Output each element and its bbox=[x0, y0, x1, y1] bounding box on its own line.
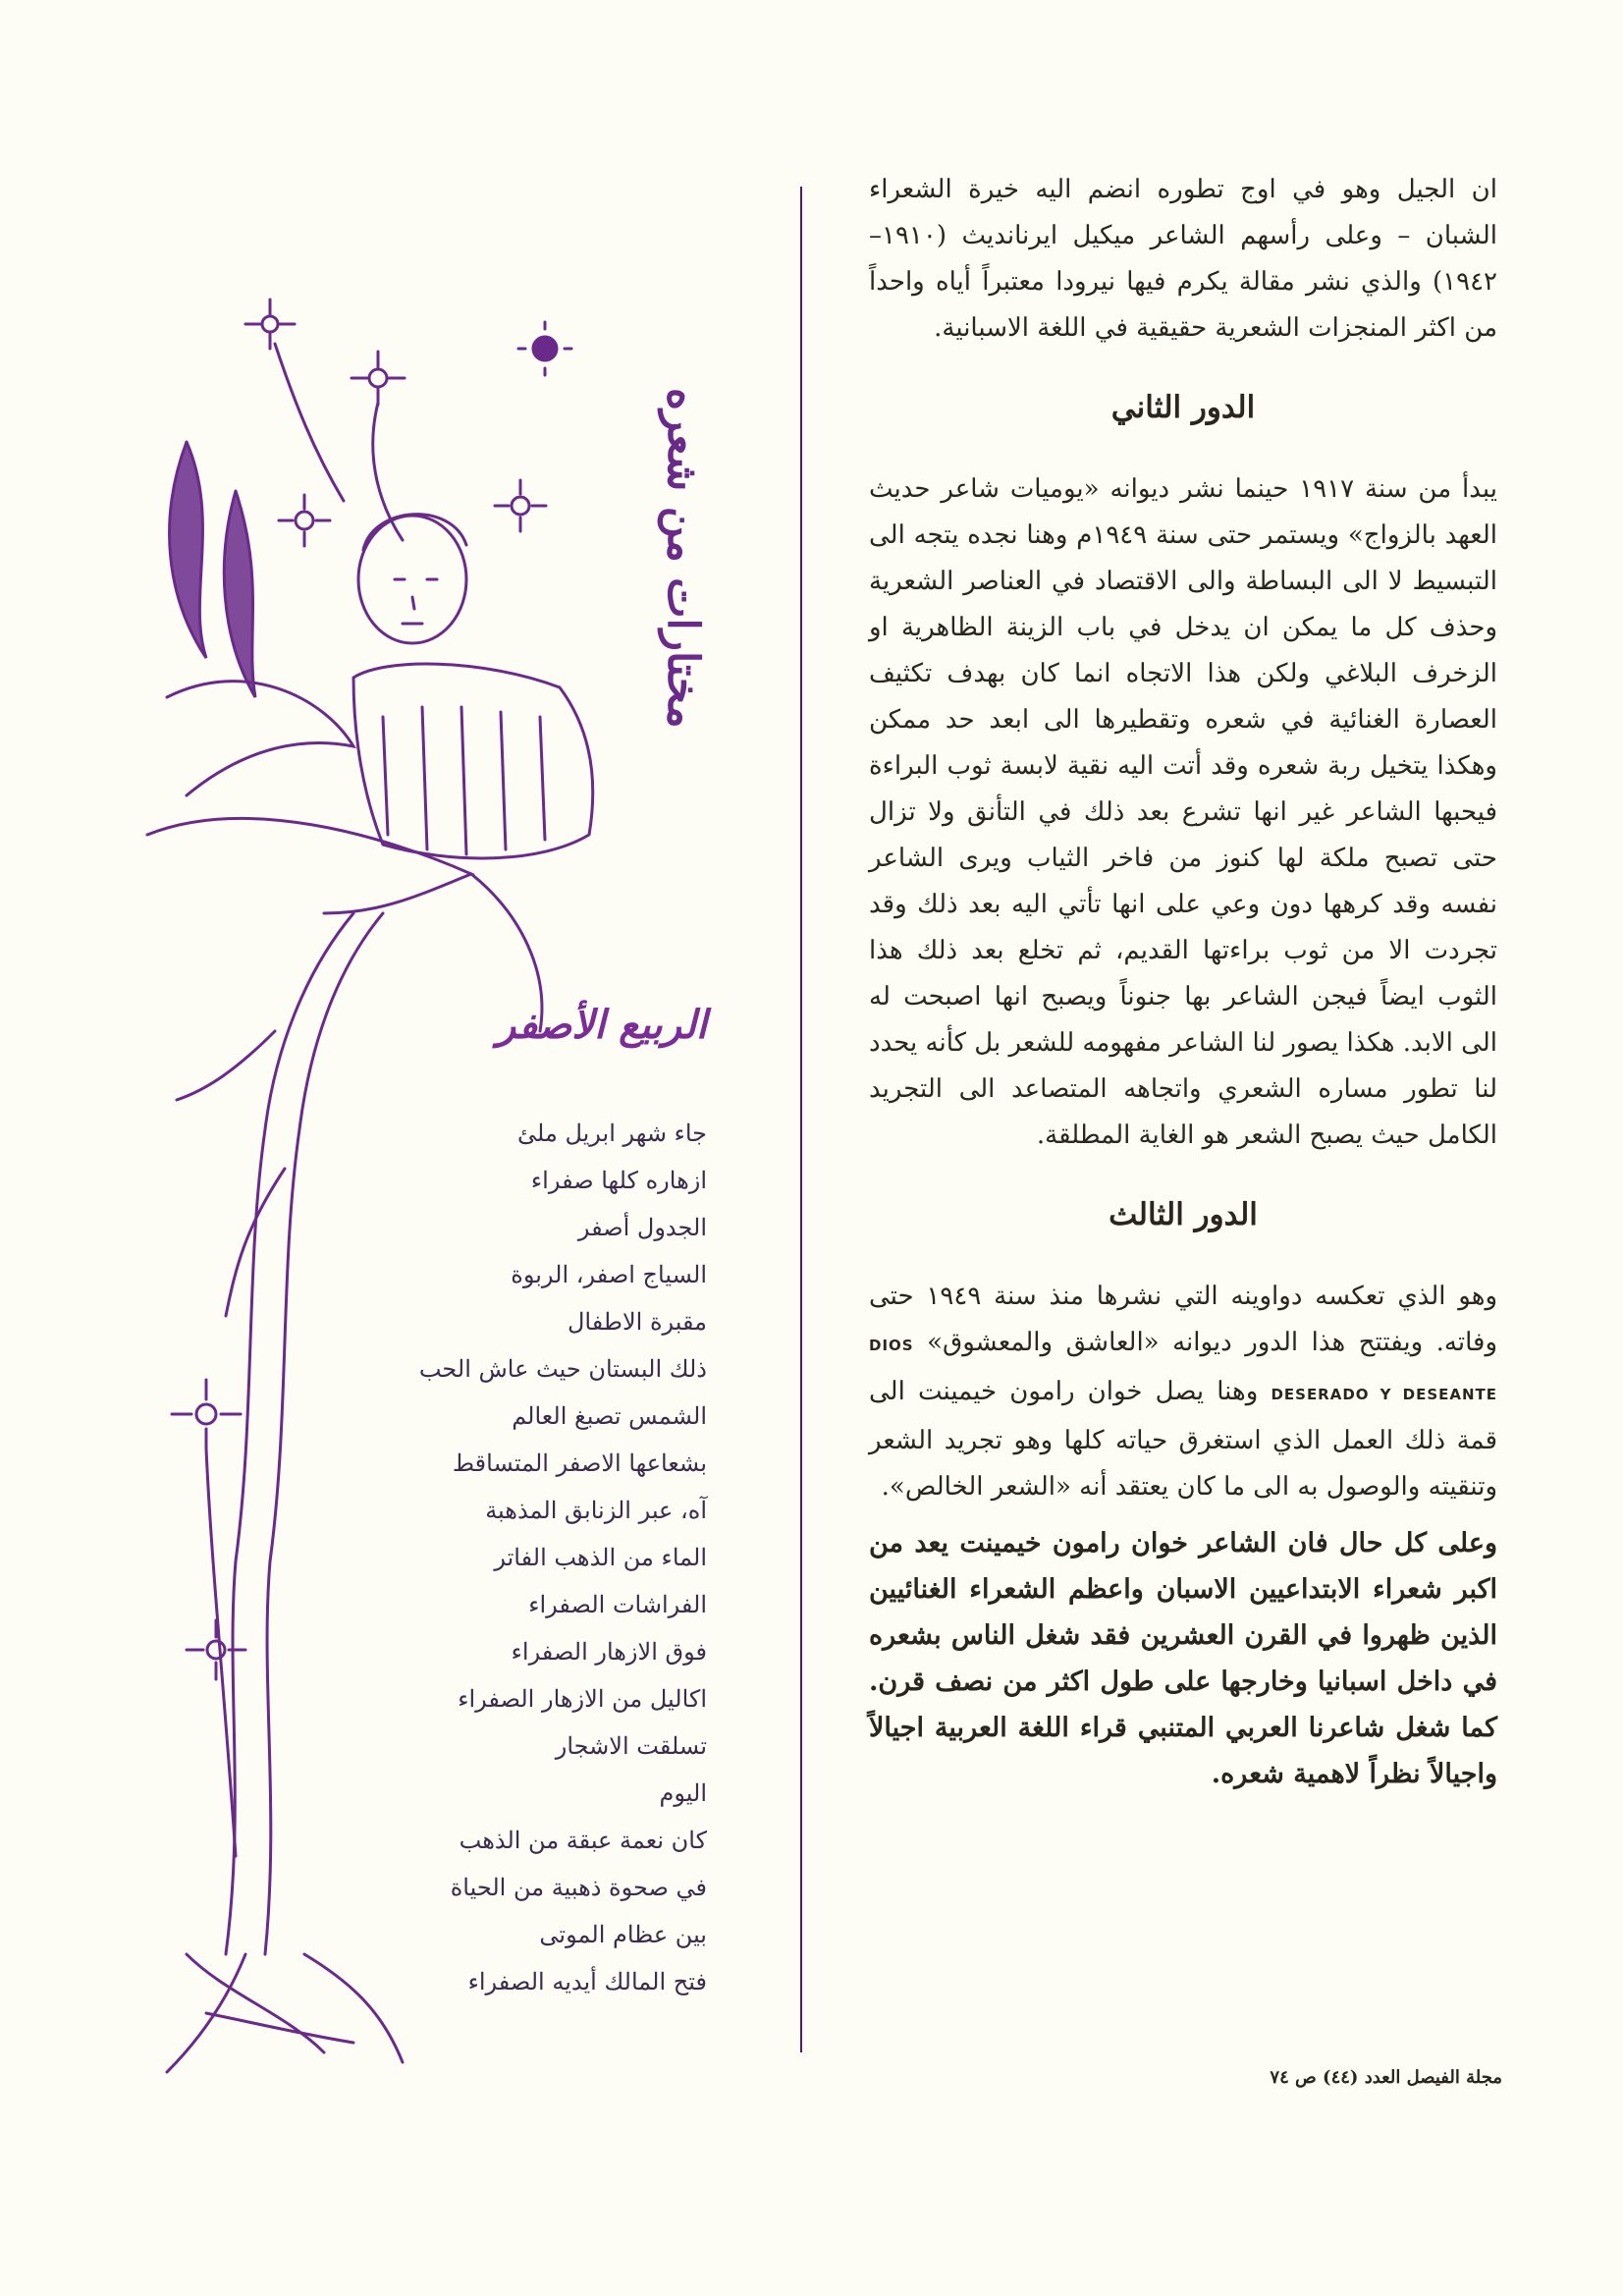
poem-line: فوق الازهار الصفراء bbox=[511, 1638, 707, 1666]
poem-line: فتح المالك أيديه الصفراء bbox=[467, 1968, 707, 1995]
flower-icon bbox=[352, 352, 405, 405]
page-footer: مجلة الفيصل العدد (٤٤) ص ٧٤ bbox=[1270, 2067, 1502, 2088]
section-second-body: يبدأ من سنة ١٩١٧ حينما نشر ديوانه «يوميات شاعر حديث العهد بالزواج» ويستمر حتى سنة ١٩٤٩م وهنا نجده يتجه الى التبسيط لا الى البساطة والى الاقتصاد في العناصر الشعرية وحذف كل ما يمكن ان يدخل في باب الزينة الظاهرية او الزخرف البلاغي ولكن هذا الاتجاه انما كان بهدف تكثيف العصارة الغنائية في شعره وتقطيرها الى ابعد حد ممكن وهكذا يتخيل ربة شعره وقد أتت اليه نقية لابسة ثوب البراءة فيحبها الشاعر غير انها تشرع بعد ذلك في التأنق ولا تزال حتى تصبح ملكة لها كنوز من فاخر الثياب ويرى الشاعر نفسه وقد كرهها دون وعي على انها تأتي اليه بعد ذلك وقد تجردت الا من ثوب براءتها القديم، ثم تخلع بعد ذلك هذا الثوب ايضاً فيجن الشاعر بها جنوناً ويصبح انها اصبحت له الى الابد. هكذا يصور لنا الشاعر مفهومه للشعر بل كأنه يحدد لنا تطور مساره الشعري واتجاهه المتصاعد الى التجريد الكامل حيث يصبح الشعر هو الغاية المطلقة. bbox=[869, 474, 1497, 1150]
poem-line: اكاليل من الازهار الصفراء bbox=[458, 1685, 707, 1713]
poem-line: بشعاعها الاصفر المتساقط bbox=[452, 1449, 707, 1477]
girl-figure bbox=[353, 515, 593, 858]
poem-title: الربيع الأصفر bbox=[497, 1002, 707, 1048]
poem-line: ذلك البستان حيث عاش الحب bbox=[418, 1355, 707, 1383]
poem-line: مقبرة الاطفال bbox=[567, 1308, 707, 1336]
conclusion-paragraph: وعلى كل حال فان الشاعر خوان رامون خيمينت يعد من اكبر شعراء الابتداعيين الاسبان واعظم الشعراء الغنائيين الذين ظهروا في القرن العشرين فقد شغل الناس بشعره في داخل اسبانيا وخارجها على طول اكثر من نصف قرن. كما شغل شاعرنا العربي المتنبي قراء اللغة العربية اجيالاً واجيالاً نظراً لاهمية شعره. bbox=[869, 1528, 1497, 1789]
column-divider bbox=[800, 187, 802, 2052]
intro-paragraph: ان الجيل وهو في اوج تطوره انضم اليه خيرة الشعراء الشبان – وعلى رأسهم الشاعر ميكيل ايرنانديث (١٩١٠–١٩٤٢) والذي نشر مقالة يكرم فيها نيرودا معتبراً أياه واحداً من اكثر المنجزات الشعرية حقيقية في اللغة الاسبانية. bbox=[869, 175, 1497, 343]
poem-line: جاء شهر ابريل ملئ bbox=[517, 1120, 707, 1147]
poem bbox=[412, 1110, 707, 2005]
poem-line: كان نعمة عبقة من الذهب bbox=[459, 1827, 707, 1854]
poem-line: الفراشات الصفراء bbox=[528, 1591, 707, 1618]
flower-icon bbox=[245, 300, 295, 349]
poem-line: تسلقت الاشجار bbox=[555, 1732, 707, 1760]
sidebar-vertical-title: مختارات من شعره bbox=[658, 388, 708, 729]
poem-line: الشمس تصبغ العالم bbox=[512, 1402, 707, 1430]
poem-line: اليوم bbox=[659, 1779, 707, 1807]
section-third-body bbox=[869, 1274, 1497, 1510]
section-third-text-b: وهنا يصل خوان رامون خيمينت الى قمة ذلك العمل الذي استغرق حياته كلها وهو تجريد الشعر وتنقيته والوصول به الى ما كان يعتقد أنه «الشعر الخالص». bbox=[869, 1377, 1497, 1502]
section-heading-second-phase: الدور الثاني bbox=[1110, 390, 1256, 425]
flower-icon bbox=[495, 480, 546, 531]
poem-line: ازهاره كلها صفراء bbox=[530, 1167, 707, 1194]
flower-icon bbox=[172, 1380, 241, 1449]
poem-line: الجدول أصفر bbox=[577, 1214, 707, 1241]
sun-icon bbox=[518, 322, 571, 375]
poem-line: آه، عبر الزنابق المذهبة bbox=[485, 1497, 707, 1524]
article-column bbox=[869, 167, 1497, 1797]
section-heading-third-phase: الدور الثالث bbox=[1109, 1197, 1258, 1232]
section-third-text-a: وهو الذي تعكسه دواوينه التي نشرها منذ سنة ١٩٤٩ حتى وفاته. ويفتتح هذا الدور ديوانه «العاشق والمعشوق» bbox=[869, 1282, 1498, 1357]
flower-icon bbox=[187, 1620, 245, 1679]
poem-line: بين عظام الموتى bbox=[539, 1921, 707, 1948]
poem-line: السياج اصفر، الربوة bbox=[511, 1261, 707, 1288]
poem-line: الماء من الذهب الفاتر bbox=[494, 1544, 707, 1571]
flower-icon bbox=[279, 495, 330, 546]
poem-line: في صحوة ذهبية من الحياة bbox=[450, 1874, 707, 1901]
latin-book-title: DIOS DESERADO Y DESEANTE bbox=[869, 1337, 1498, 1403]
